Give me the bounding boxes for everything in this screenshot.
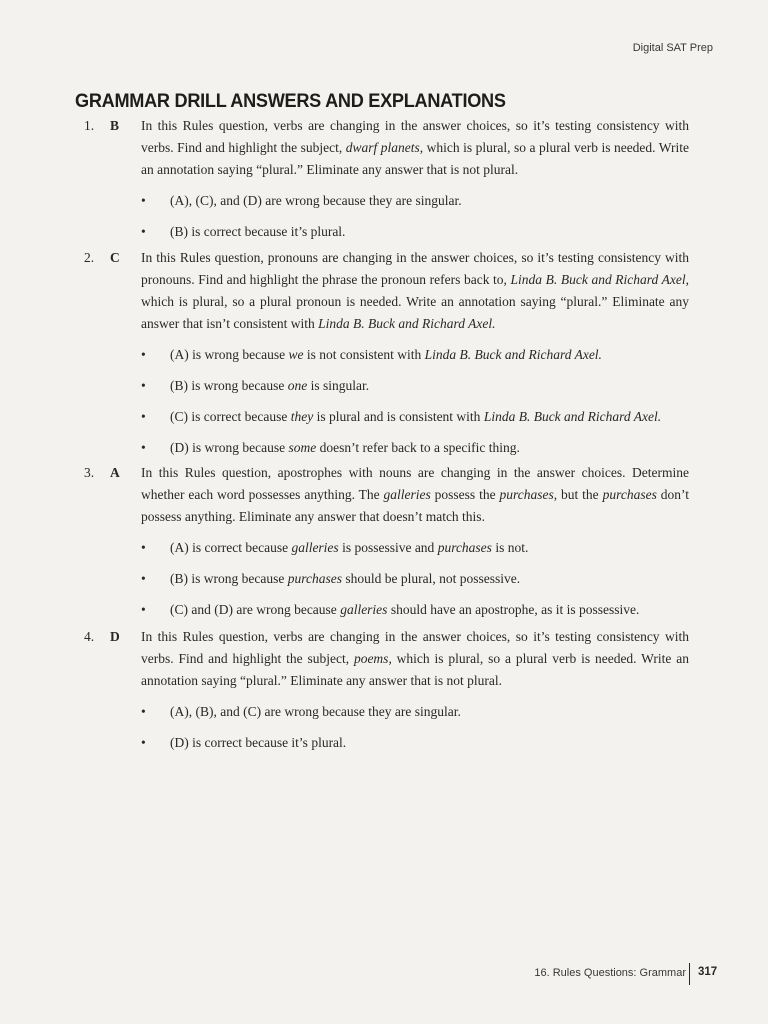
bullet-icon: • [141,571,146,586]
text-run: (B) is correct because it’s plural. [170,224,346,239]
text-run: is not consistent with [303,347,425,362]
italic-term: Linda B. Buck and Richard Axel. [318,316,496,331]
answer-bullet [0,701,768,723]
bullet-icon: • [141,704,146,719]
italic-term: some [288,440,317,455]
italic-term: purchases [499,487,554,502]
answer-bullet-list [0,537,768,621]
answer-item [0,462,768,630]
bullet-text [170,540,528,555]
text-run: don’t possess anything. Eliminate any answer that doesn’t match this. [141,487,689,524]
italic-term: poems [353,651,389,666]
answer-item [0,115,768,252]
bullet-text [170,224,345,239]
answer-explanation [141,462,689,528]
text-run: is possessive and [338,540,438,555]
footer-divider [689,963,690,985]
answer-bullet [0,568,768,590]
answer-bullet-list [0,344,768,459]
text-run: is plural and is consistent with [313,409,484,424]
bullet-text [170,602,639,617]
italic-term: galleries [340,602,388,617]
answer-letter: D [110,629,120,644]
text-run: should be plural, not possessive. [341,571,521,586]
italic-term: purchases [602,487,657,502]
answer-number: 4. [84,629,95,644]
text-run: , which is plural, so a plural pronoun is needed. Write an annotation saying “plural.” Eliminate any answer that isn’t consistent with [141,272,689,331]
answer-item [0,247,768,468]
answer-bullet [0,537,768,559]
text-run: , which is plural, so a plural verb is needed. Write an annotation saying “plural.” Eliminate any answer that is not plural. [141,140,690,177]
answer-letter: C [110,250,120,265]
bullet-text [170,704,461,719]
bullet-icon: • [141,602,146,617]
italic-term: purchases [287,571,342,586]
text-run: In this Rules question, verbs are changing in the answer choices, so it’s testing consistency with verbs. Find and highlight the subject, [141,629,689,666]
bullet-icon: • [141,224,146,239]
text-run: is singular. [307,378,370,393]
answer-bullet [0,344,768,366]
answer-letter: A [110,465,120,480]
text-run: In this Rules question, apostrophes with nouns are changing in the answer choices. Determine whether each word possesses anything. The [141,465,689,502]
text-run: In this Rules question, verbs are changing in the answer choices, so it’s testing consistency with verbs. Find and highlight the subject, [141,118,689,155]
italic-term: galleries [383,487,431,502]
footer-chapter: 16. Rules Questions: Grammar [534,967,686,979]
answer-bullet [0,732,768,754]
answer-bullet-list [0,701,768,754]
bullet-text [170,571,520,586]
answer-bullet [0,599,768,621]
answer-bullet [0,375,768,397]
answer-explanation [141,626,689,692]
bullet-icon: • [141,378,146,393]
page-number: 317 [698,966,718,978]
answer-letter: B [110,118,120,133]
text-run: is not. [491,540,529,555]
bullet-text [170,347,602,362]
text-run: (A) is wrong because [170,347,289,362]
bullet-icon: • [141,540,146,555]
text-run: (D) is wrong because [170,440,289,455]
bullet-text [170,409,661,424]
bullet-text [170,440,520,455]
text-run: should have an apostrophe, as it is possessive. [387,602,640,617]
italic-term: Linda B. Buck and Richard Axel. [483,409,662,424]
answer-number: 2. [84,250,95,265]
bullet-icon: • [141,193,146,208]
text-run: (B) is wrong because [170,378,288,393]
text-run: possess the [430,487,500,502]
answer-bullet [0,406,768,428]
bullet-icon: • [141,347,146,362]
answer-number: 3. [84,465,95,480]
answer-number: 1. [84,118,95,133]
text-run: (A), (C), and (D) are wrong because they are singular. [170,193,462,208]
text-run: (B) is wrong because [170,571,288,586]
answer-bullet [0,221,768,243]
bullet-text [170,193,462,208]
italic-term: Linda B. Buck and Richard Axel [510,272,686,287]
text-run: (C) and (D) are wrong because [170,602,341,617]
answer-explanation [141,247,689,335]
bullet-icon: • [141,440,146,455]
text-run: (D) is correct because it’s plural. [170,735,347,750]
italic-term: galleries [291,540,339,555]
answer-bullet [0,190,768,212]
italic-term: Linda B. Buck and Richard Axel. [424,347,602,362]
text-run: (A), (B), and (C) are wrong because they are singular. [170,704,461,719]
text-run: (C) is correct because [170,409,291,424]
italic-term: dwarf planets [345,140,420,155]
bullet-text [170,378,369,393]
bullet-text [170,735,346,750]
bullet-icon: • [141,735,146,750]
italic-term: one [287,378,308,393]
bullet-icon: • [141,409,146,424]
italic-term: we [288,347,304,362]
text-run: (A) is correct because [170,540,292,555]
text-run: , which is plural, so a plural verb is needed. Write an annotation saying “plural.” Eliminate any answer that is not plural. [141,651,689,688]
page-title: GRAMMAR DRILL ANSWERS AND EXPLANATIONS [75,90,506,112]
italic-term: purchases [437,540,492,555]
text-run: doesn’t refer back to a specific thing. [316,440,520,455]
running-head: Digital SAT Prep [632,42,713,54]
italic-term: they [290,409,314,424]
answer-explanation [141,115,689,181]
text-run: In this Rules question, pronouns are changing in the answer choices, so it’s testing consistency with pronouns. Find and highlight the phrase the pronoun refers back to, [141,250,689,287]
answer-bullet [0,437,768,459]
answer-bullet-list [0,190,768,243]
answer-item [0,626,768,763]
text-run: , but the [553,487,603,502]
